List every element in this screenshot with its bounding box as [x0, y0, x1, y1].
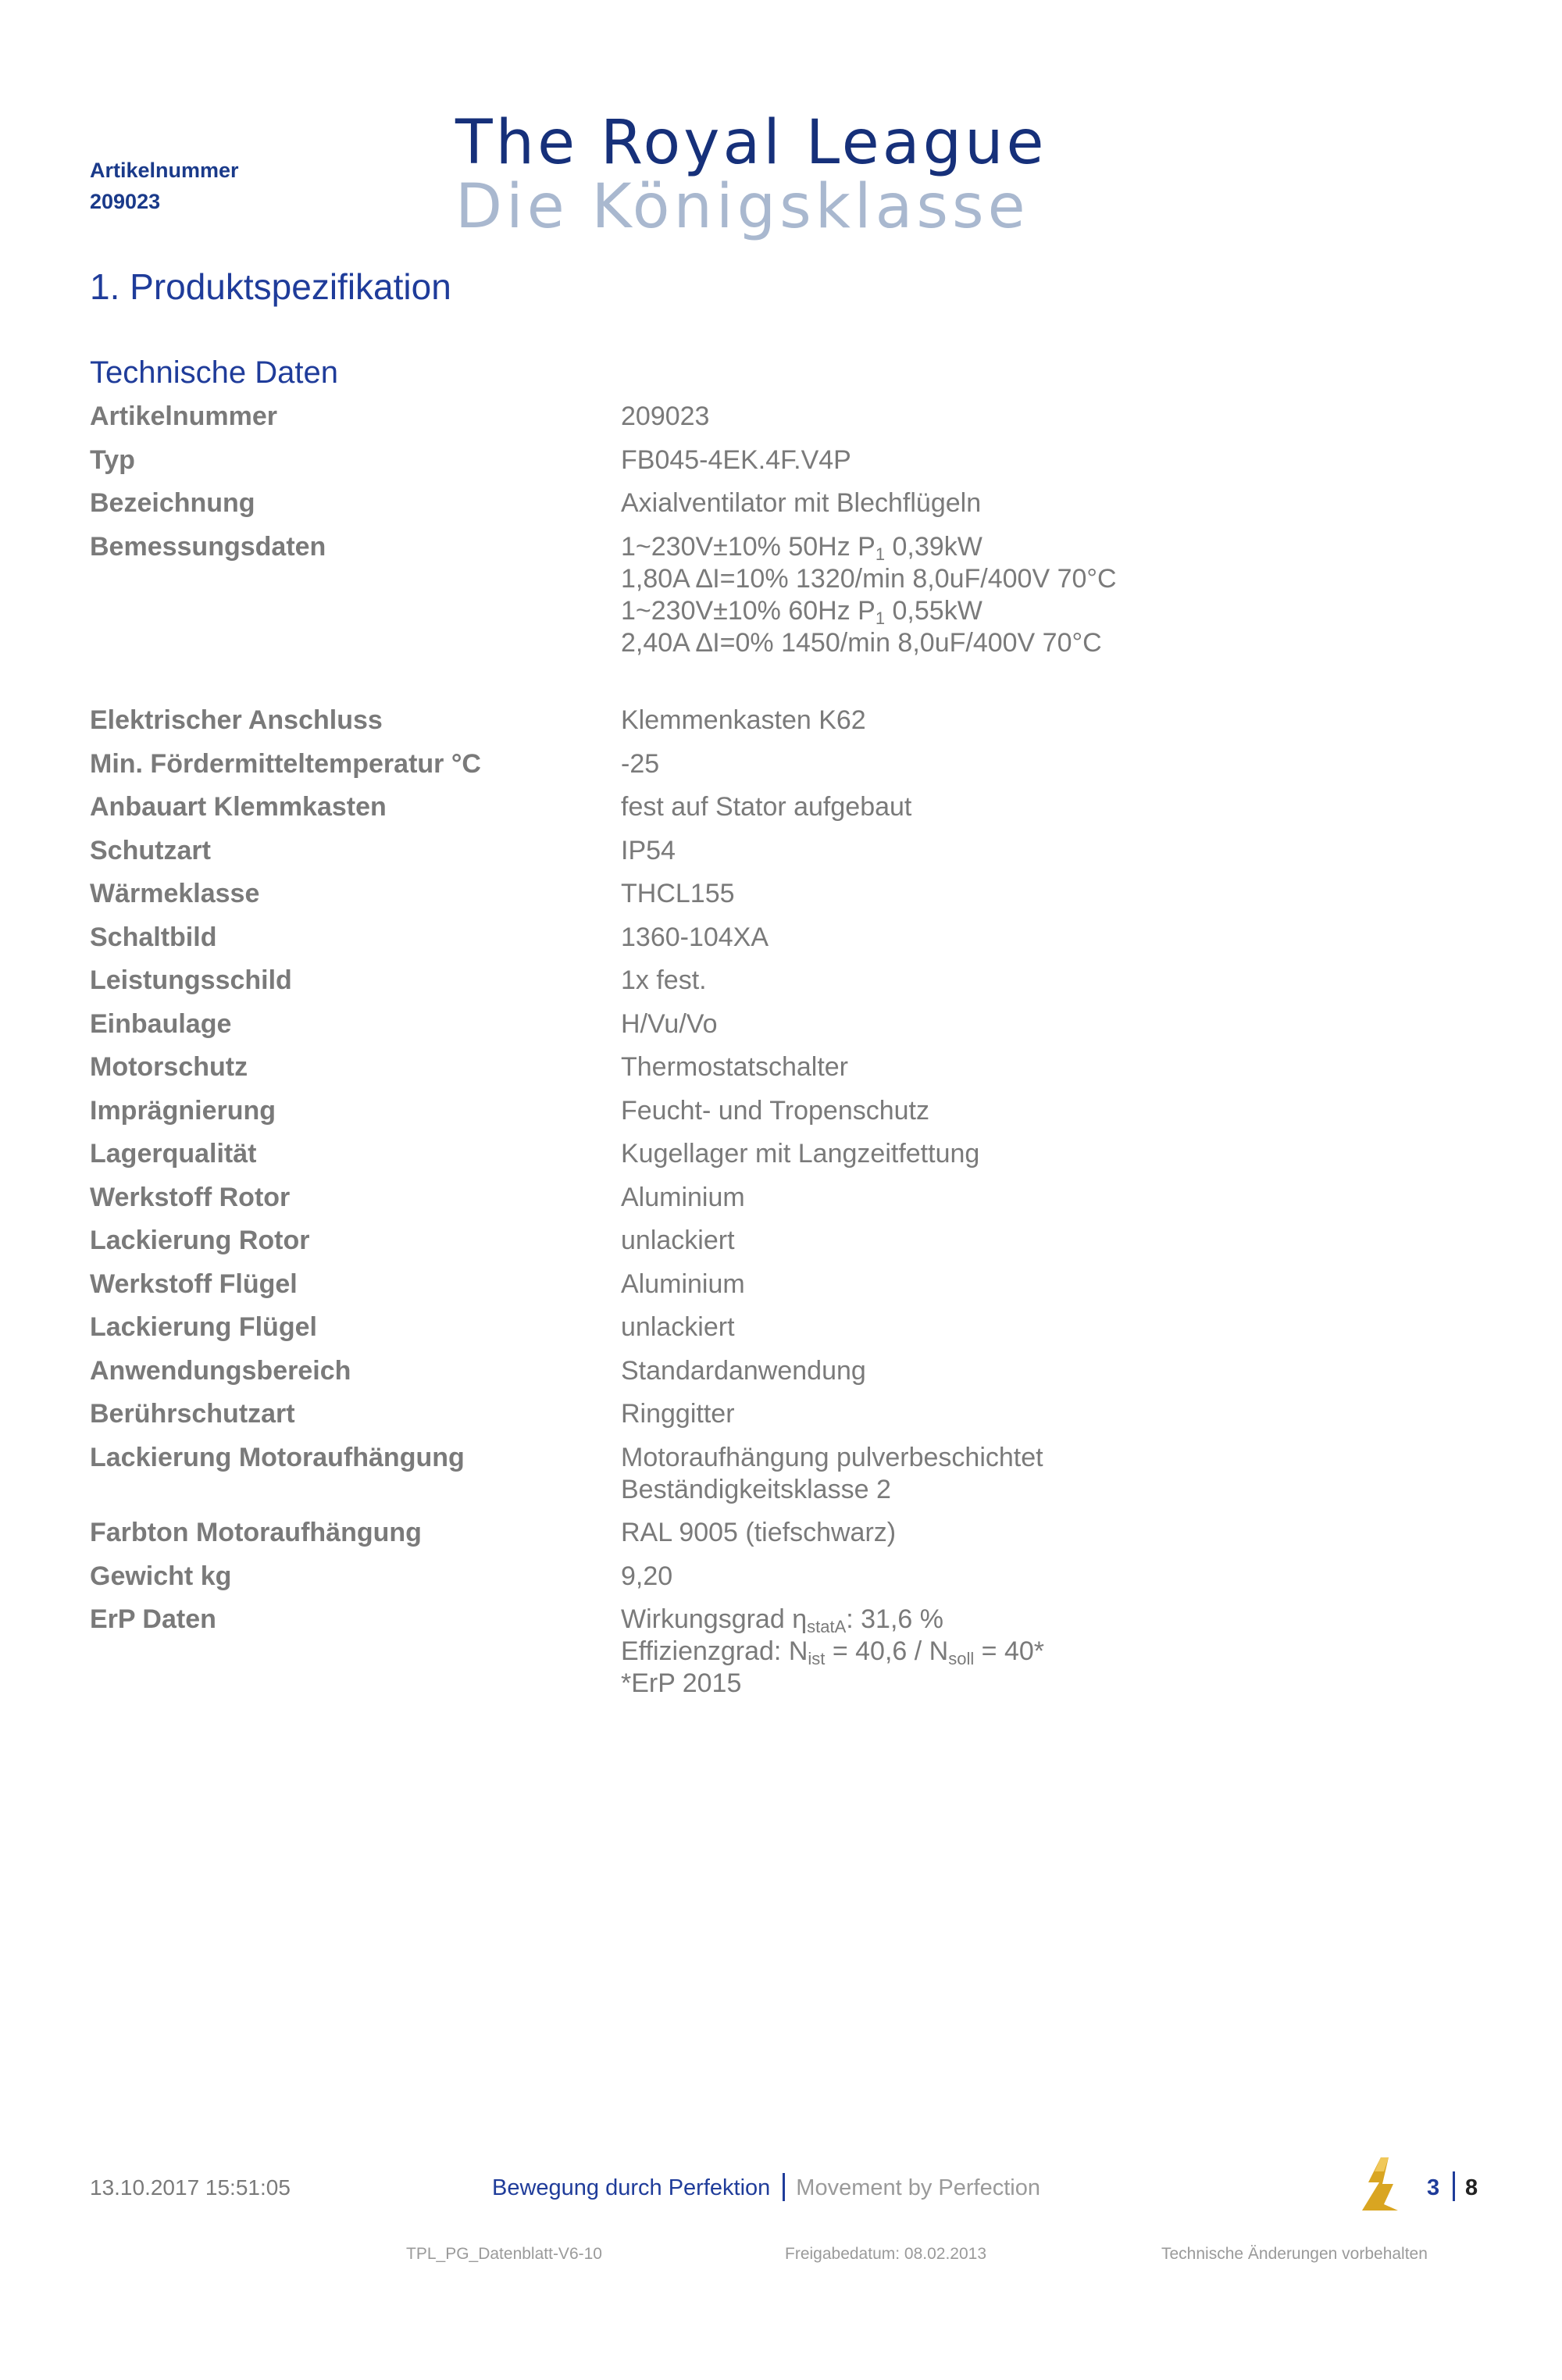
spec-label: Motorschutz — [90, 1052, 248, 1082]
section-title: 1. Produktspezifikation — [90, 266, 451, 307]
spec-value: 1360-104XA — [621, 922, 769, 952]
bemessung-line-1: 1~230V±10% 50Hz $P_1$ 0,39kW — [621, 532, 982, 564]
footer-date: 13.10.2017 15:51:05 — [90, 2175, 291, 2200]
spec-value: Aluminium — [621, 1183, 745, 1212]
header-artikelnummer-value: 209023 — [90, 190, 161, 213]
bemessung-line-2: 1,80A ∆I=10% 1320/min 8,0uF/400V 70°C — [621, 564, 1117, 594]
erp-line-1: Wirkungsgrad $\eta_{statA}$: 31,6 % — [621, 1604, 943, 1636]
footer-disclaimer: Technische Änderungen vorbehalten — [1161, 2245, 1428, 2263]
spec-value: RAL 9005 (tiefschwarz) — [621, 1518, 897, 1547]
spec-value: 9,20 — [621, 1561, 673, 1591]
spec-label: Farbton Motoraufhängung — [90, 1518, 422, 1547]
spec-label: Min. Fördermitteltemperatur °C — [90, 749, 481, 779]
logo-royal-league: The Royal League — [455, 108, 1047, 178]
spec-label: Elektrischer Anschluss — [90, 705, 383, 735]
spec-value: Axialventilator mit Blechflügeln — [621, 488, 982, 518]
spec-label: Bezeichnung — [90, 488, 255, 518]
spec-value: -25 — [621, 749, 660, 779]
bemessung-line-3: 1~230V±10% 60Hz $P_1$ 0,55kW — [621, 596, 982, 628]
spec-value: FB045-4EK.4F.V4P — [621, 445, 851, 475]
crown-logo-icon — [1357, 2156, 1401, 2212]
erp-line-2: Effizienzgrad: $N_{ist} = 40,6 / N_{soll} = 40*$ — [621, 1636, 1045, 1668]
spec-value: 209023 — [621, 401, 710, 431]
spec-label: Schaltbild — [90, 922, 217, 952]
spec-label: Imprägnierung — [90, 1096, 276, 1126]
spec-value: Thermostatschalter — [621, 1052, 848, 1082]
spec-label: Gewicht kg — [90, 1561, 232, 1591]
spec-label: Wärmeklasse — [90, 879, 260, 908]
logo-koenigsklasse: Die Königsklasse — [455, 172, 1029, 242]
footer-release-date: Freigabedatum: 08.02.2013 — [785, 2245, 987, 2263]
spec-label: Einbaulage — [90, 1009, 232, 1039]
spec-label: Lackierung Flügel — [90, 1312, 317, 1342]
spec-label: Lackierung Rotor — [90, 1226, 310, 1255]
spec-value: Ringgitter — [621, 1399, 735, 1429]
spec-label: Leistungsschild — [90, 965, 292, 995]
spec-value: Klemmenkasten K62 — [621, 705, 866, 735]
spec-label: Berührschutzart — [90, 1399, 295, 1429]
page-divider — [1453, 2171, 1455, 2201]
motoraufhaengung-line-2: Beständigkeitsklasse 2 — [621, 1475, 891, 1504]
spec-value: Feucht- und Tropenschutz — [621, 1096, 930, 1126]
spec-label: Artikelnummer — [90, 401, 277, 431]
spec-value: 1x fest. — [621, 965, 707, 995]
spec-label: Werkstoff Flügel — [90, 1269, 298, 1299]
spec-label: Schutzart — [90, 836, 211, 865]
spec-label: Bemessungsdaten — [90, 532, 326, 562]
slogan-divider — [783, 2173, 785, 2201]
spec-value: H/Vu/Vo — [621, 1009, 718, 1039]
spec-value-multiline — [621, 1604, 1044, 1700]
page-total: 8 — [1465, 2175, 1478, 2200]
spec-value: fest auf Stator aufgebaut — [621, 792, 912, 822]
spec-value-multiline — [621, 531, 1117, 659]
motoraufhaengung-line-1: Motoraufhängung pulverbeschichtet — [621, 1443, 1043, 1472]
spec-value: Kugellager mit Langzeitfettung — [621, 1139, 980, 1169]
spec-label: Anbauart Klemmkasten — [90, 792, 387, 822]
footer-template: TPL_PG_Datenblatt-V6-10 — [406, 2245, 602, 2263]
spec-label: Lackierung Motoraufhängung — [90, 1443, 465, 1472]
slogan-de: Bewegung durch Perfektion — [492, 2175, 771, 2200]
spec-value: IP54 — [621, 836, 676, 865]
spec-value-multiline — [621, 1442, 1043, 1506]
spec-value: Aluminium — [621, 1269, 745, 1299]
spec-label: Werkstoff Rotor — [90, 1183, 291, 1212]
spec-label: ErP Daten — [90, 1604, 216, 1634]
spec-value: THCL155 — [621, 879, 735, 908]
spec-value: Standardanwendung — [621, 1356, 866, 1386]
spec-label: Lagerqualität — [90, 1139, 257, 1169]
slogan-en: Movement by Perfection — [796, 2175, 1040, 2200]
header-artikelnummer-label: Artikelnummer — [90, 159, 239, 182]
bemessung-line-4: 2,40A ∆I=0% 1450/min 8,0uF/400V 70°C — [621, 628, 1102, 658]
spec-value: unlackiert — [621, 1226, 735, 1255]
spec-value: unlackiert — [621, 1312, 735, 1342]
subsection-title: Technische Daten — [90, 355, 338, 390]
spec-label: Anwendungsbereich — [90, 1356, 351, 1386]
spec-label: Typ — [90, 445, 135, 475]
page-current: 3 — [1427, 2175, 1440, 2200]
erp-line-3: *ErP 2015 — [621, 1668, 742, 1698]
footer-slogan — [492, 2173, 1040, 2201]
